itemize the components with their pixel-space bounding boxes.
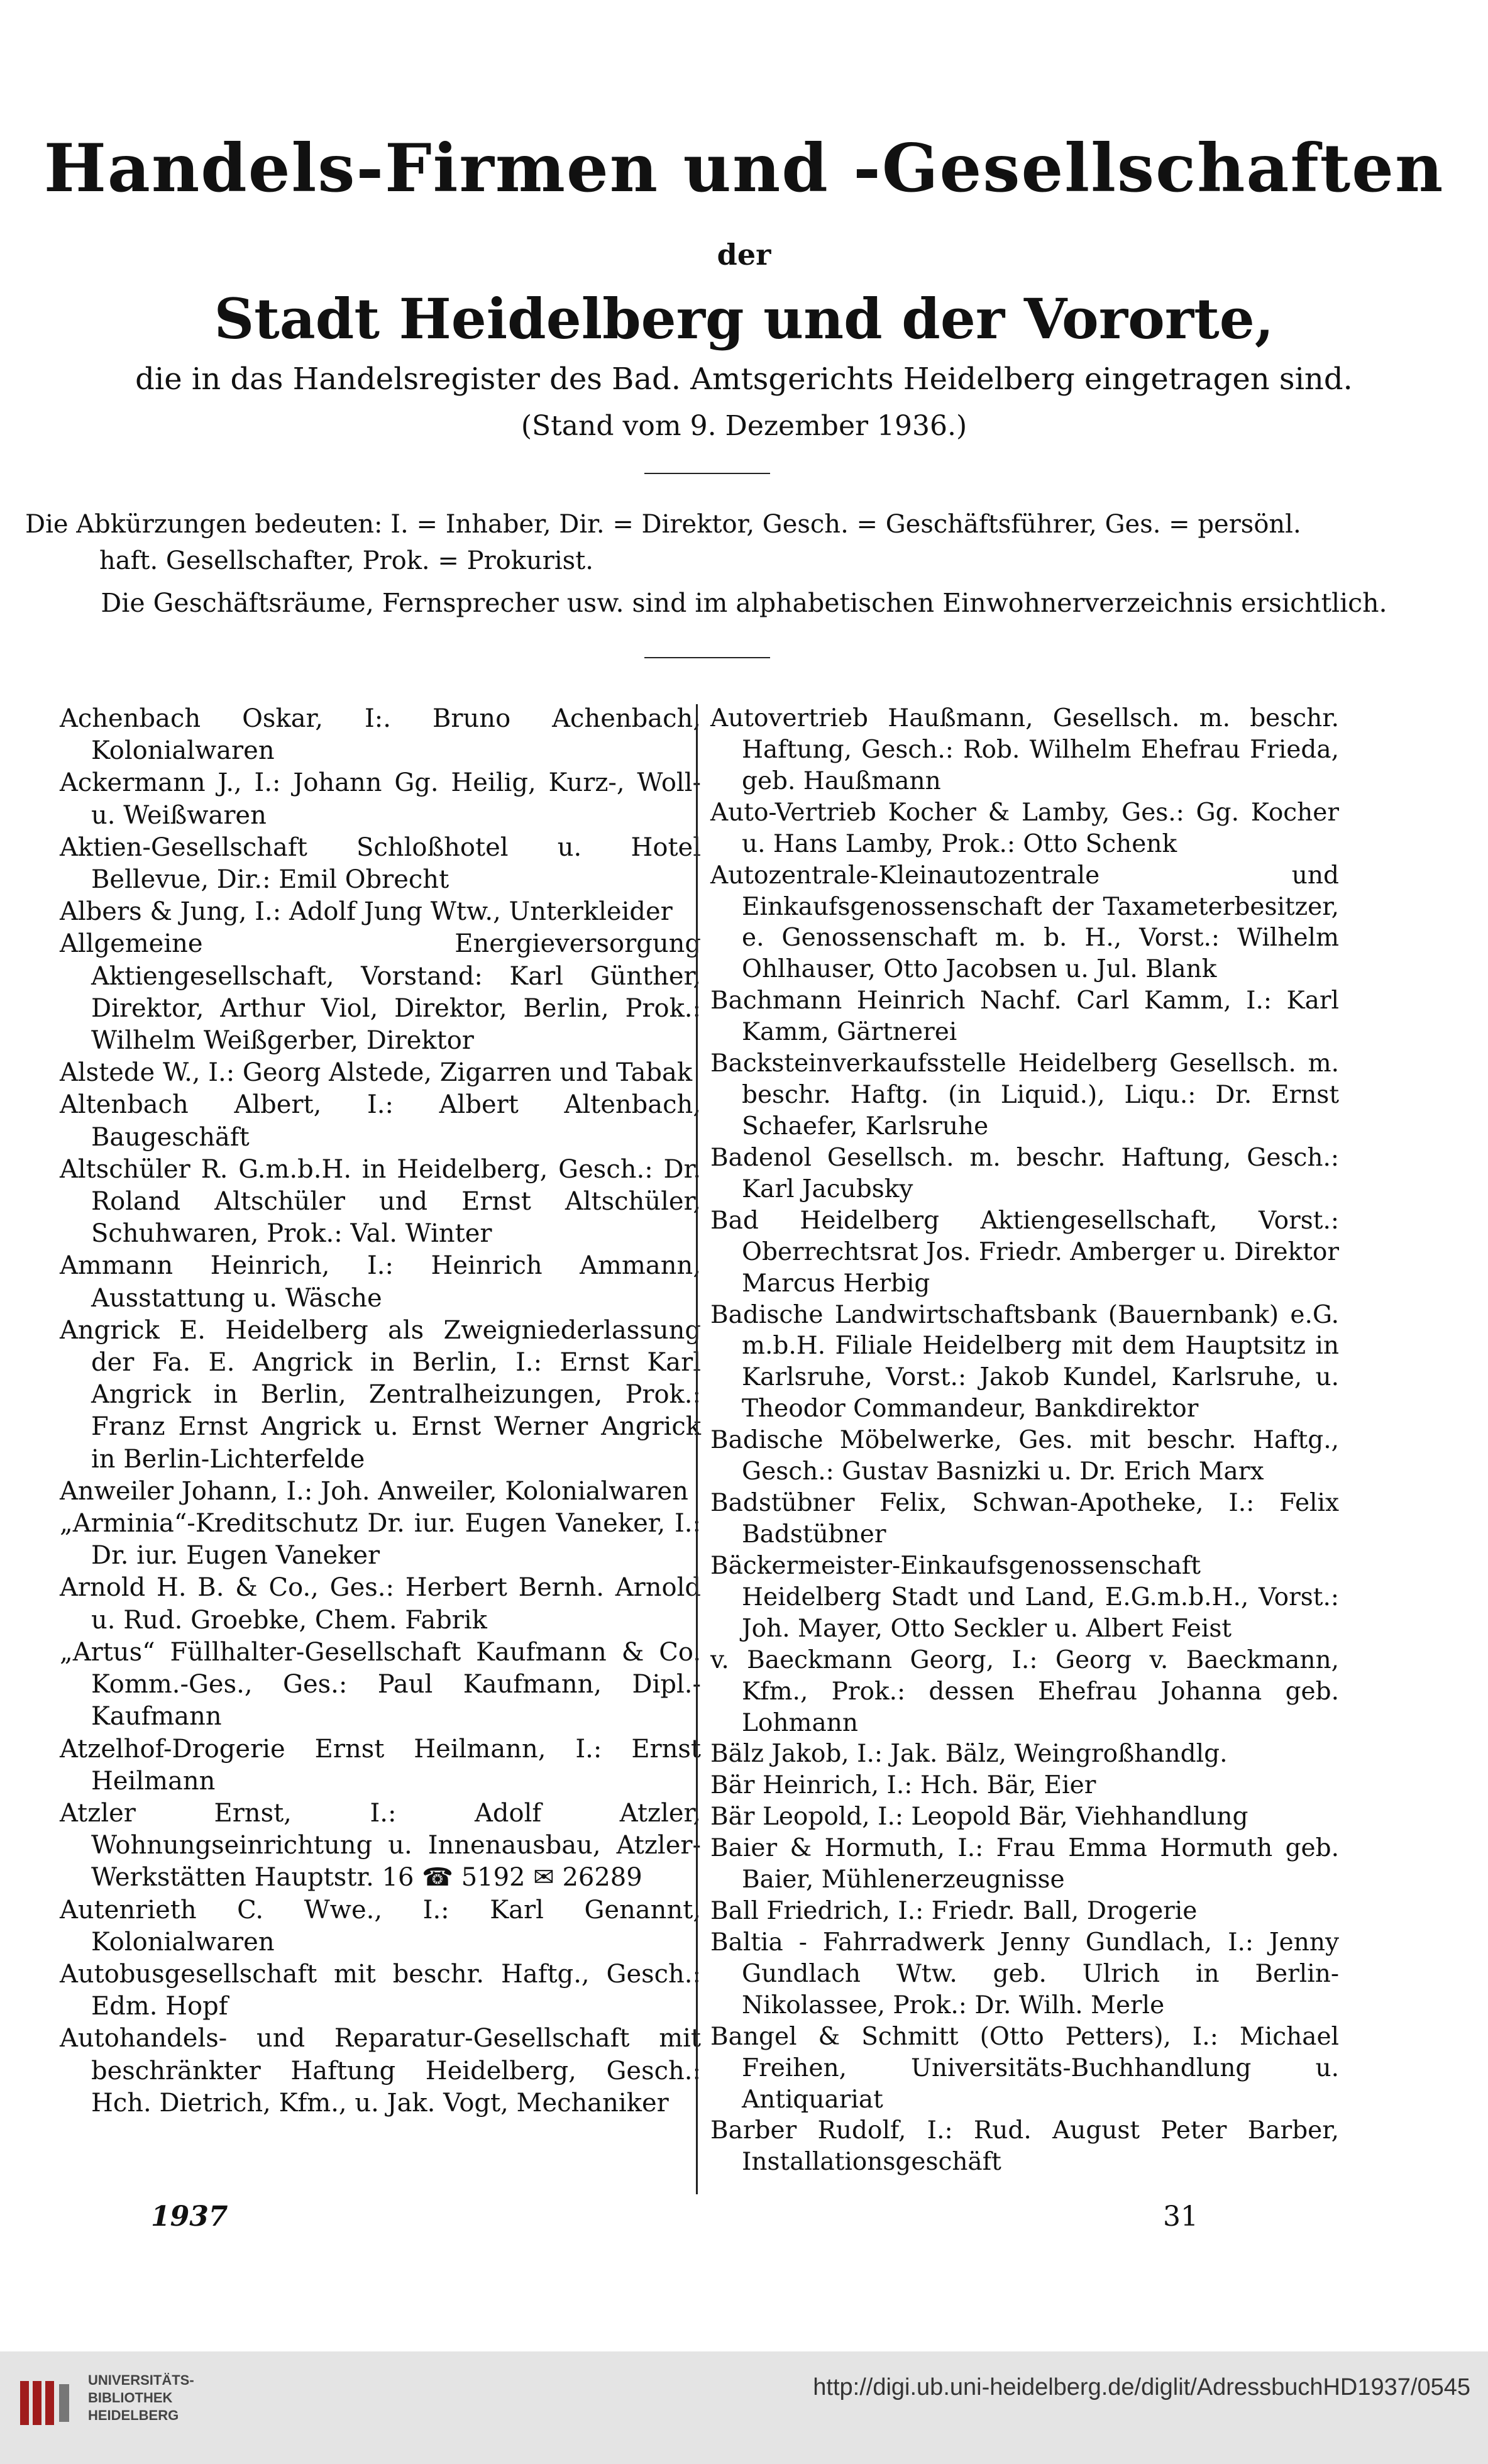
directory-entry: Baltia - Fahrradwerk Jenny Gundlach, I.: Jenny Gundlach Wtw. geb. Ulrich in Berlin-Nikolassee, Prok.: Dr. Wilh. Merle bbox=[710, 1928, 1339, 2019]
directory-entry: Auto-Vertrieb Kocher & Lamby, Ges.: Gg. Kocher u. Hans Lamby, Prok.: Otto Schenk bbox=[710, 798, 1339, 858]
directory-entry: Achenbach Oskar, I:. Bruno Achenbach, Kolonialwaren bbox=[60, 704, 701, 766]
directory-entry: Arnold H. B. & Co., Ges.: Herbert Bernh. Arnold u. Rud. Groebke, Chem. Fabrik bbox=[60, 1573, 701, 1635]
entries-right-column bbox=[710, 703, 1339, 2178]
directory-entry: Backsteinverkaufsstelle Heidelberg Gesellsch. m. beschr. Haftg. (in Liquid.), Liqu.: Dr. Ernst Schaefer, Karlsruhe bbox=[710, 1049, 1339, 1141]
library-name-line-1: UNIVERSITÄTS- bbox=[88, 2372, 194, 2388]
directory-entry: Bälz Jakob, I.: Jak. Bälz, Weingroßhandlg. bbox=[710, 1740, 1228, 1769]
library-name bbox=[88, 2372, 194, 2424]
directory-entry: Autovertrieb Haußmann, Gesellsch. m. beschr. Haftung, Gesch.: Rob. Wilhelm Ehefrau Frieda, geb. Haußmann bbox=[710, 704, 1339, 795]
directory-entry: Badische Landwirtschaftsbank (Bauernbank) e.G. m.b.H. Filiale Heidelberg mit dem Hauptsitz in Karlsruhe, Vorst.: Jakob Kundel, Karlsruhe, u. Theodor Commandeur, Bankdirektor bbox=[710, 1300, 1339, 1423]
directory-entry: Bad Heidelberg Aktiengesellschaft, Vorst.: Oberrechtsrat Jos. Friedr. Amberger u. Direktor Marcus Herbig bbox=[710, 1206, 1340, 1298]
directory-entry: Atzler Ernst, I.: Adolf Atzler, Wohnungseinrichtung u. Innenausbau, Atzler-Werkstätten Hauptstr. 16 ☎ 5192 ✉ 26289 bbox=[60, 1798, 701, 1892]
title-connector: der bbox=[717, 238, 771, 272]
page-subtitle: Stadt Heidelberg und der Vororte, bbox=[214, 286, 1274, 351]
directory-entry: Angrick E. Heidelberg als Zweigniederlassung der Fa. E. Angrick in Berlin, I.: Ernst Karl Angrick in Berlin, Zentralheizungen, Prok.: Franz Ernst Angrick u. Ernst Werner Angrick in Berlin-Lichterfelde bbox=[60, 1315, 701, 1474]
directory-entry: Atzelhof-Drogerie Ernst Heilmann, I.: Ernst Heilmann bbox=[60, 1734, 701, 1796]
library-name-line-2: BIBLIOTHEK bbox=[88, 2390, 173, 2406]
directory-entry: Badenol Gesellsch. m. beschr. Haftung, Gesch.: Karl Jacubsky bbox=[710, 1143, 1339, 1203]
page-number: 31 bbox=[1163, 2201, 1198, 2233]
directory-entry: Ammann Heinrich, I.: Heinrich Ammann, Ausstattung u. Wäsche bbox=[60, 1251, 701, 1313]
directory-entry: Autenrieth C. Wwe., I.: Karl Genannt, Kolonialwaren bbox=[60, 1895, 701, 1957]
stand-date: (Stand vom 9. Dezember 1936.) bbox=[521, 410, 967, 442]
separator-rule bbox=[644, 473, 770, 474]
directory-entry: Aktien-Gesellschaft Schloßhotel u. Hotel Bellevue, Dir.: Emil Obrecht bbox=[60, 832, 701, 895]
university-library-logo-icon bbox=[14, 2372, 77, 2434]
viewer-footer-bar bbox=[0, 2351, 1488, 2464]
directory-entry: Barber Rudolf, I.: Rud. August Peter Barber, Installationsgeschäft bbox=[710, 2116, 1339, 2177]
directory-entry: „Artus“ Füllhalter-Gesellschaft Kaufmann & Co. Komm.-Ges., Ges.: Paul Kaufmann, Dipl.-Kaufmann bbox=[60, 1637, 701, 1732]
register-line: die in das Handelsregister des Bad. Amtsgerichts Heidelberg eingetragen sind. bbox=[135, 362, 1353, 397]
directory-entry: Albers & Jung, I.: Adolf Jung Wtw., Unterkleider bbox=[60, 897, 673, 927]
directory-entry: Ball Friedrich, I.: Friedr. Ball, Drogerie bbox=[710, 1897, 1198, 1926]
library-name-line-3: HEIDELBERG bbox=[88, 2407, 179, 2423]
column-divider bbox=[696, 704, 698, 2194]
directory-entry: Allgemeine Energieversorgung Aktiengesellschaft, Vorstand: Karl Günther, Direktor, Arthur Viol, Direktor, Berlin, Prok.: Wilhelm Weißgerber, Direktor bbox=[60, 929, 701, 1056]
directory-entry: Altschüler R. G.m.b.H. in Heidelberg, Gesch.: Dr. Roland Altschüler und Ernst Altschüler, Schuhwaren, Prok.: Val. Winter bbox=[60, 1154, 701, 1249]
directory-entry: Bachmann Heinrich Nachf. Carl Kamm, I.: Karl Kamm, Gärtnerei bbox=[710, 986, 1339, 1047]
directory-entry: Bangel & Schmitt (Otto Petters), I.: Michael Freihen, Universitäts-Buchhandlung u. Antiquariat bbox=[710, 2022, 1339, 2114]
abbreviations-line-2: haft. Gesellschafter, Prok. = Prokurist. bbox=[99, 546, 593, 575]
directory-entry: Alstede W., I.: Georg Alstede, Zigarren und Tabak bbox=[60, 1058, 693, 1088]
directory-entry: „Arminia“-Kreditschutz Dr. iur. Eugen Vaneker, I.: Dr. iur. Eugen Vaneker bbox=[60, 1509, 701, 1571]
footer-year: 1937 bbox=[151, 2201, 228, 2233]
directory-entry: Autobusgesellschaft mit beschr. Haftg., Gesch.: Edm. Hopf bbox=[60, 1959, 701, 2021]
business-note: Die Geschäftsräume, Fernsprecher usw. sind im alphabetischen Einwohnerverzeichnis ersichtlich. bbox=[101, 588, 1387, 618]
directory-entry: Autohandels- und Reparatur-Gesellschaft mit beschränkter Haftung Heidelberg, Gesch.: Hch. Dietrich, Kfm., u. Jak. Vogt, Mechaniker bbox=[60, 2024, 701, 2118]
directory-entry: Badische Möbelwerke, Ges. mit beschr. Haftg., Gesch.: Gustav Basnizki u. Dr. Erich Marx bbox=[710, 1426, 1339, 1486]
directory-entry: Bär Heinrich, I.: Hch. Bär, Eier bbox=[710, 1771, 1096, 1800]
abbreviations-line-1: Die Abkürzungen bedeuten: I. = Inhaber, Dir. = Direktor, Gesch. = Geschäftsführer, Ges. = persönl. bbox=[25, 510, 1301, 539]
directory-entry: Badstübner Felix, Schwan-Apotheke, I.: Felix Badstübner bbox=[710, 1489, 1339, 1549]
directory-entry: Autozentrale-Kleinautozentrale und Einkaufsgenossenschaft der Taxameterbesitzer, e. Genossenschaft m. b. H., Vorst.: Wilhelm Ohlhauser, Otto Jacobsen u. Jul. Blank bbox=[710, 861, 1339, 984]
page-title: Handels-Firmen und -Gesellschaften bbox=[43, 129, 1445, 207]
directory-entry: Bär Leopold, I.: Leopold Bär, Viehhandlung bbox=[710, 1803, 1248, 1831]
directory-entry: Baier & Hormuth, I.: Frau Emma Hormuth geb. Baier, Mühlenerzeugnisse bbox=[710, 1834, 1339, 1894]
abbreviations-block bbox=[25, 506, 1402, 579]
source-url-link[interactable]: http://digi.ub.uni-heidelberg.de/diglit/AdressbuchHD1937/0545 bbox=[813, 2374, 1470, 2400]
directory-entry: v. Baeckmann Georg, I.: Georg v. Baeckmann, Kfm., Prok.: dessen Ehefrau Johanna geb. Lohmann bbox=[710, 1645, 1339, 1737]
directory-entry: Anweiler Johann, I.: Joh. Anweiler, Kolonialwaren bbox=[60, 1476, 688, 1506]
directory-entry: Bäckermeister-Einkaufsgenossenschaft Heidelberg Stadt und Land, E.G.m.b.H., Vorst.: Joh. Mayer, Otto Seckler u. Albert Feist bbox=[710, 1551, 1339, 1643]
entries-left-column bbox=[60, 703, 701, 2119]
directory-entry: Altenbach Albert, I.: Albert Altenbach, Baugeschäft bbox=[60, 1090, 701, 1152]
separator-rule bbox=[644, 657, 770, 658]
directory-entry: Ackermann J., I.: Johann Gg. Heilig, Kurz-, Woll- u. Weißwaren bbox=[60, 768, 701, 830]
